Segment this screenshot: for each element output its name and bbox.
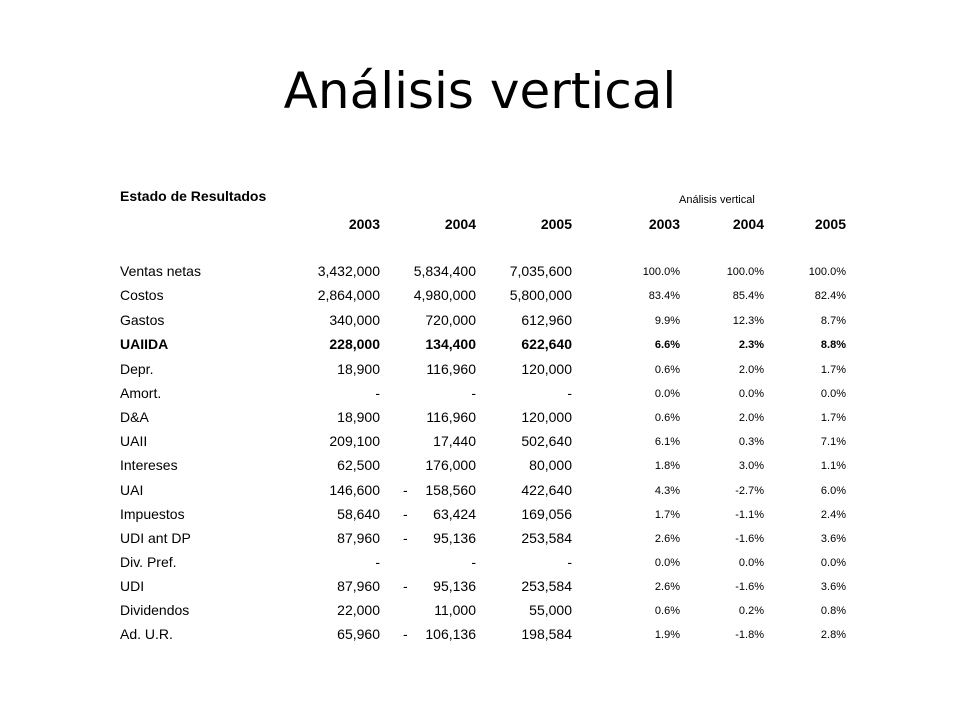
row-percent: 0.0%: [654, 557, 680, 569]
row-value: 720,000: [425, 312, 476, 328]
row-value: 4,980,000: [413, 287, 476, 303]
row-value: 146,600: [329, 482, 380, 498]
row-value: 158,560: [425, 482, 476, 498]
row-percent: 2.0%: [738, 364, 764, 376]
negative-sign: -: [403, 506, 408, 522]
row-percent: 8.7%: [820, 315, 846, 327]
row-percent: 0.3%: [738, 436, 764, 448]
row-percent: 1.8%: [654, 460, 680, 472]
year-header-2005: 2005: [540, 216, 572, 232]
row-percent: 6.1%: [654, 436, 680, 448]
row-label: Ventas netas: [120, 263, 201, 279]
row-value: 612,960: [521, 312, 572, 328]
row-label: UAIIDA: [120, 336, 169, 352]
year-header-2003: 2003: [348, 216, 380, 232]
row-value: -: [567, 554, 572, 570]
row-value: 5,834,400: [413, 263, 476, 279]
pct-year-header-2003: 2003: [648, 216, 680, 232]
row-value: -: [471, 554, 476, 570]
row-percent: -1.1%: [735, 509, 764, 521]
row-percent: -1.8%: [735, 629, 764, 641]
row-label: Costos: [120, 287, 164, 303]
row-label: Impuestos: [120, 506, 185, 522]
row-label: Intereses: [120, 457, 178, 473]
row-value: -: [375, 385, 380, 401]
row-label: UAII: [120, 433, 148, 449]
row-percent: 6.0%: [820, 485, 846, 497]
row-label: UDI: [120, 578, 145, 594]
row-value: 63,424: [433, 506, 476, 522]
row-label: Div. Pref.: [120, 554, 177, 570]
row-percent: 100.0%: [808, 266, 846, 278]
negative-sign: -: [403, 626, 408, 642]
row-percent: 12.3%: [732, 315, 764, 327]
row-percent: 8.8%: [820, 339, 846, 351]
row-value: 58,640: [337, 506, 380, 522]
row-percent: 2.4%: [820, 509, 846, 521]
row-percent: 0.0%: [738, 557, 764, 569]
row-value: 95,136: [433, 578, 476, 594]
row-percent: 82.4%: [814, 290, 846, 302]
row-percent: 1.1%: [820, 460, 846, 472]
row-percent: 0.0%: [738, 388, 764, 400]
row-value: 120,000: [521, 409, 572, 425]
row-percent: 3.0%: [738, 460, 764, 472]
row-value: 55,000: [529, 602, 572, 618]
row-percent: 0.8%: [820, 605, 846, 617]
row-value: 176,000: [425, 457, 476, 473]
row-value: 106,136: [425, 626, 476, 642]
row-value: 3,432,000: [317, 263, 380, 279]
row-percent: 0.0%: [820, 557, 846, 569]
row-value: 17,440: [433, 433, 476, 449]
row-value: 622,640: [521, 336, 572, 352]
row-percent: 2.3%: [738, 339, 764, 351]
row-label: Amort.: [120, 385, 162, 401]
negative-sign: -: [403, 530, 408, 546]
year-header-2004: 2004: [444, 216, 476, 232]
row-value: 209,100: [329, 433, 380, 449]
row-percent: 2.6%: [654, 581, 680, 593]
negative-sign: -: [403, 482, 408, 498]
row-value: 87,960: [337, 530, 380, 546]
row-value: 62,500: [337, 457, 380, 473]
row-value: 95,136: [433, 530, 476, 546]
row-value: 253,584: [521, 578, 572, 594]
table-subheading: Análisis vertical: [679, 194, 755, 206]
row-percent: 0.6%: [654, 605, 680, 617]
row-percent: -1.6%: [735, 581, 764, 593]
row-value: 228,000: [329, 336, 380, 352]
row-percent: 1.9%: [654, 629, 680, 641]
negative-sign: -: [403, 578, 408, 594]
row-percent: 6.6%: [654, 339, 680, 351]
row-percent: 0.2%: [738, 605, 764, 617]
row-label: D&A: [120, 409, 149, 425]
row-value: -: [567, 385, 572, 401]
row-percent: 100.0%: [726, 266, 764, 278]
row-percent: 1.7%: [820, 412, 846, 424]
row-percent: 1.7%: [820, 364, 846, 376]
row-value: 7,035,600: [509, 263, 572, 279]
row-label: Gastos: [120, 312, 165, 328]
row-value: 22,000: [337, 602, 380, 618]
row-percent: 0.0%: [820, 388, 846, 400]
row-percent: -2.7%: [735, 485, 764, 497]
row-percent: 2.8%: [820, 629, 846, 641]
row-percent: 2.0%: [738, 412, 764, 424]
row-label: Dividendos: [120, 602, 190, 618]
row-percent: 100.0%: [642, 266, 680, 278]
row-percent: 2.6%: [654, 533, 680, 545]
row-value: -: [375, 554, 380, 570]
row-value: 116,960: [426, 409, 476, 425]
row-value: 422,640: [521, 482, 572, 498]
row-percent: 0.0%: [654, 388, 680, 400]
row-label: UDI ant DP: [120, 530, 191, 546]
row-label: Depr.: [120, 361, 154, 377]
row-percent: 9.9%: [654, 315, 680, 327]
row-value: 198,584: [521, 626, 572, 642]
row-value: 18,900: [337, 409, 380, 425]
row-percent: 3.6%: [820, 533, 846, 545]
row-percent: 4.3%: [654, 485, 680, 497]
row-percent: -1.6%: [735, 533, 764, 545]
row-percent: 83.4%: [648, 290, 680, 302]
row-percent: 85.4%: [732, 290, 764, 302]
slide-title: Análisis vertical: [283, 62, 677, 120]
table-heading: Estado de Resultados: [120, 188, 267, 204]
row-value: 134,400: [425, 336, 476, 352]
row-value: 80,000: [529, 457, 572, 473]
row-percent: 1.7%: [654, 509, 680, 521]
row-percent: 0.6%: [654, 412, 680, 424]
row-value: 253,584: [521, 530, 572, 546]
row-value: 169,056: [521, 506, 572, 522]
row-value: -: [471, 385, 476, 401]
row-value: 11,000: [434, 602, 476, 618]
pct-year-header-2005: 2005: [814, 216, 846, 232]
row-value: 18,900: [337, 361, 380, 377]
row-value: 5,800,000: [509, 287, 572, 303]
row-percent: 7.1%: [820, 436, 846, 448]
row-value: 116,960: [426, 361, 476, 377]
row-label: Ad. U.R.: [120, 626, 173, 642]
row-percent: 3.6%: [820, 581, 846, 593]
row-percent: 0.6%: [654, 364, 680, 376]
row-value: 340,000: [329, 312, 380, 328]
row-label: UAI: [120, 482, 144, 498]
row-value: 65,960: [337, 626, 380, 642]
row-value: 502,640: [521, 433, 572, 449]
row-value: 2,864,000: [317, 287, 380, 303]
row-value: 87,960: [337, 578, 380, 594]
pct-year-header-2004: 2004: [732, 216, 764, 232]
row-value: 120,000: [521, 361, 572, 377]
